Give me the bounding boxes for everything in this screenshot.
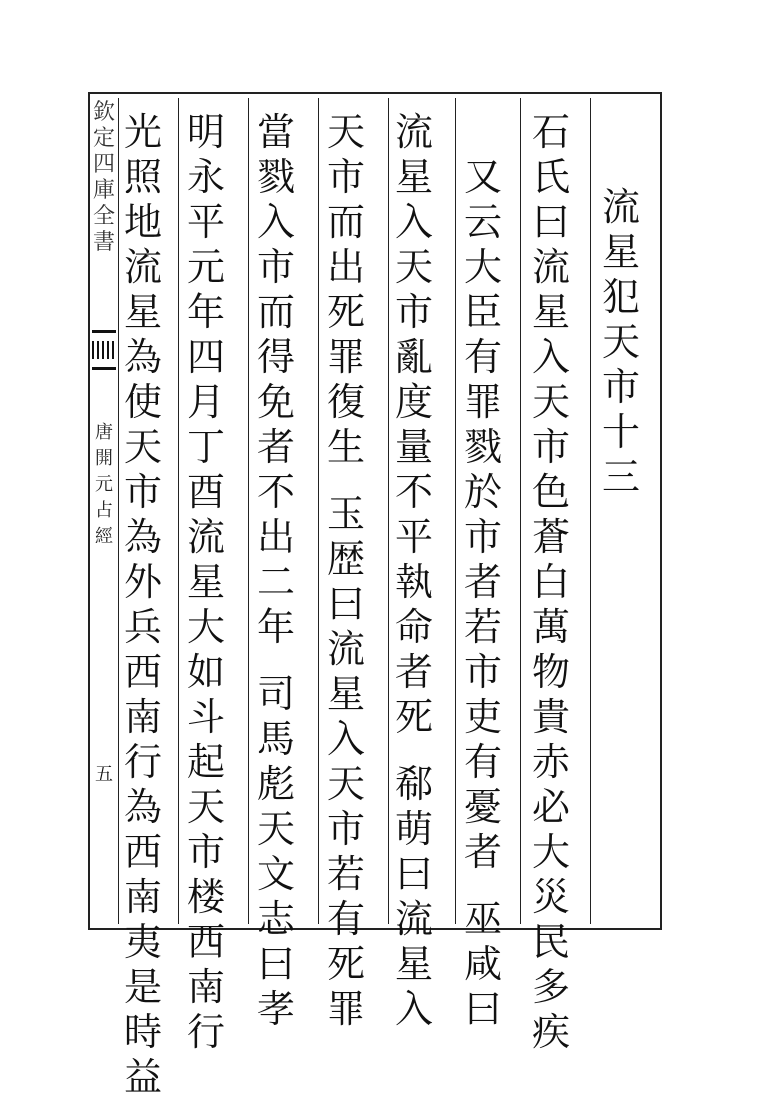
text-column-3: 流 星 入 天 市 亂 度 量 不 平 執 命 者 死 郗 萌 曰 流 星 入 <box>394 110 433 1031</box>
column-divider <box>520 98 521 924</box>
column-divider <box>318 98 319 924</box>
text-column-2: 又 云 大 臣 有 罪 戮 於 市 者 若 市 吏 有 憂 者 巫 咸 曰 <box>463 155 502 1031</box>
fishtail-ornament <box>92 330 116 370</box>
column-divider <box>248 98 249 924</box>
page-border <box>88 92 662 930</box>
page-number: 五 <box>95 764 113 785</box>
column-divider <box>388 98 389 924</box>
text-column-4: 天 市 而 出 死 罪 復 生 玉 歴 曰 流 星 入 天 市 若 有 死 罪 <box>326 110 365 1031</box>
column-divider <box>178 98 179 924</box>
text-column-7: 光 照 地 流 星 為 使 天 市 為 外 兵 西 南 行 為 西 南 夷 是 時 益 <box>123 110 162 1099</box>
side-title: 唐 開 元 占 經 <box>95 422 113 547</box>
margin-header: 欽 定 四 庫 全 書 <box>92 100 115 255</box>
text-column-1: 石 氏 曰 流 星 入 天 市 色 蒼 白 萬 物 貴 赤 必 大 災 民 多 疾 <box>531 110 570 1054</box>
column-divider <box>455 98 456 924</box>
text-column-5: 當 戮 入 市 而 得 免 者 不 出 二 年 司 馬 彪 天 文 志 曰 孝 <box>256 110 295 1031</box>
text-column-0: 流 星 犯 天 市 十 三 <box>601 185 640 499</box>
column-divider <box>118 98 119 924</box>
text-column-6: 明 永 平 元 年 四 月 丁 酉 流 星 大 如 斗 起 天 市 楼 西 南 行 <box>186 110 225 1054</box>
column-divider <box>590 98 591 924</box>
